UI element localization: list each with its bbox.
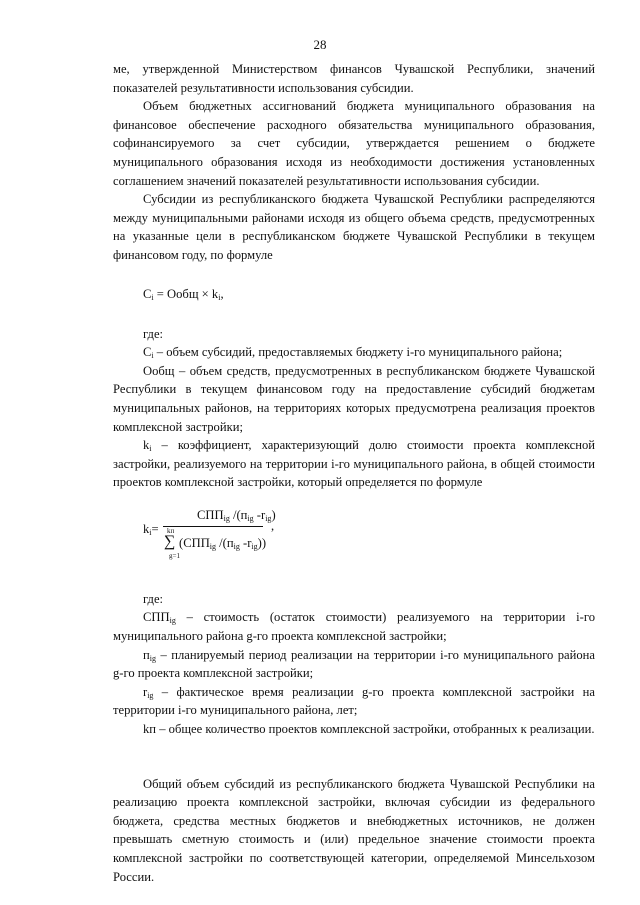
page-number: 28 (313, 37, 327, 52)
sum-symbol: ∑ (164, 532, 176, 550)
where-label-2: где: (143, 591, 164, 606)
definition-oobshch: Ообщ – объем средств, предусмотренных в республиканском бюджете Чувашской Республики в текущем финансовом году на предоставление субсидий бюджетам муниципальных районов, на территориях которых предусмотрена реализация проектов комплексной застройки; (113, 363, 595, 434)
fraction-bar (163, 526, 263, 527)
definition-pig: $п_{ig}$ – планируемый период реализации на территории i-го муниципального района g-го проекта комплексной застройки; (113, 647, 595, 681)
definition-kp: kп – общее количество проектов комплексной застройки, отобранных к реализации. (143, 722, 595, 737)
formula-comma: , (271, 518, 275, 533)
definition-ki: $k_i$ – коэффициент, характеризующий долю стоимости проекта комплексной застройки, реализуемого на территории i-го муниципального района, в общей стоимости проектов комплексной застройки, который определяется по формуле (113, 438, 595, 490)
paragraph-total-volume: Общий объем субсидий из республиканского бюджета Чувашской Республики на реализацию проекта комплексной застройки, включая субсидии из федерального бюджета, средства местных бюджетов и внебюджетных источников, не должен превышать сметную стоимость и (или) предельное значение стоимости проекта комплексной застройки по соответствующей категории, определяемой Минсельхозом России. (113, 776, 595, 884)
paragraph-budget-allocation: Объем бюджетных ассигнований бюджета муниципального образования на финансовое обеспечение расходного обязательства муниципального образования, софинансируемого за счет субсидии, утверждается решением о бюджете муниципального образования исходя из необходимости достижения установленных соглашением значений показателей результативности использования субсидии. (113, 99, 595, 188)
page-body (113, 60, 595, 886)
formula-coefficient-lhs: $k_i=$ (143, 521, 159, 537)
formula-denominator: ($СПП_{ig}$ $/(п_{ig}$ $-r_{ig}$)) (179, 535, 267, 551)
definition-rig: $r_{ig}$ – фактическое время реализации g-го проекта комплексной застройки на территории i-го муниципального района, лет; (113, 684, 595, 718)
where-label-1: где: (143, 326, 164, 341)
formula-numerator: $СПП_{ig}$ $/(п_{ig}$ $-r_{ig}$) (197, 507, 276, 523)
formula-subsidy: $C_i$ = Ообщ × $k_i$, (143, 286, 224, 302)
definition-ci: $C_i$ – объем субсидий, предоставляемых бюджету i-го муниципального района; (143, 345, 563, 361)
sum-lower-limit: g=1 (169, 551, 180, 560)
paragraph-distribution: Субсидии из республиканского бюджета Чувашской Республики распределяются между муниципальными районами исходя из общего объема средств, предусмотренных на указанные цели в республиканском бюджете Чувашской Республики в текущем финансовом году, по формуле (113, 192, 595, 262)
sum-upper-limit: kп (167, 526, 175, 535)
paragraph-continuation: ме, утвержденной Министерством финансов Чувашской Республики, значений показателей результативности использования субсидии. (113, 62, 595, 95)
formula-coefficient (143, 508, 595, 568)
definition-spp: $СПП_{ig}$ – стоимость (остаток стоимости) реализуемого на территории i-го муниципального района g-го проекта комплексной застройки; (113, 610, 595, 644)
